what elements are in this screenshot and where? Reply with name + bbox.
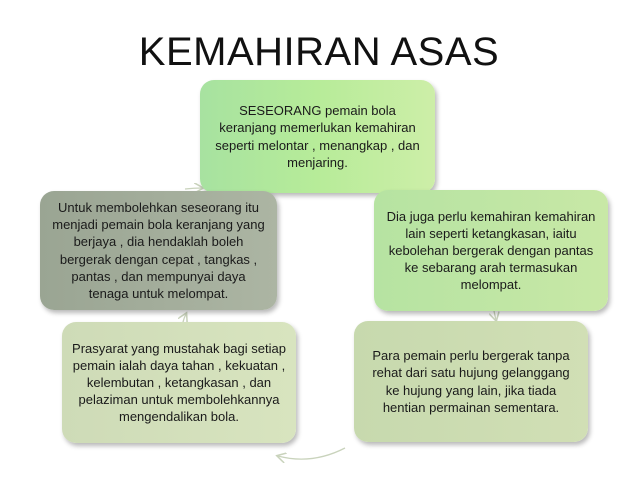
diagram-node-bottom-right [354, 321, 588, 442]
diagram-node-top [200, 80, 435, 193]
node-left-text: Untuk membolehkan seseorang itu menjadi pemain bola keranjang yang berjaya , dia hendaklah boleh bergerak dengan cepat , tangkas , pantas , dan mempunyai daya tenaga untuk melompat. [52, 200, 265, 301]
cycle-arrow-icon [185, 188, 202, 189]
node-bottom-right-text: Para pemain perlu bergerak tanpa rehat dari satu hujung gelanggang ke hujung yang lain, jika tiada hentian permainan sementara. [372, 348, 570, 415]
diagram-node-left [40, 191, 277, 310]
node-right-text: Dia juga perlu kemahiran kemahiran lain seperti ketangkasan, iaitu kebolehan bergerak dengan pantas ke sebarang arah termasukan melompat. [386, 208, 596, 293]
diagram-node-right [374, 190, 608, 311]
diagram-node-bottom-left [62, 322, 296, 443]
cycle-arrow-icon [183, 314, 186, 322]
node-bottom-left-text: Prasyarat yang mustahak bagi setiap pemain ialah daya tahan , kekuatan , kelembutan , ketangkasan , dan pelaziman untuk membolehkannya mengendalikan bola. [72, 340, 286, 425]
diagram-title: KEMAHIRAN ASAS [138, 30, 500, 74]
node-top-text: SESEORANG pemain bola keranjang memerlukan kemahiran seperti melontar , menangkap , dan menjaring. [215, 103, 420, 170]
cycle-arrow-icon [278, 448, 345, 459]
cycle-arrow-icon [494, 311, 496, 320]
